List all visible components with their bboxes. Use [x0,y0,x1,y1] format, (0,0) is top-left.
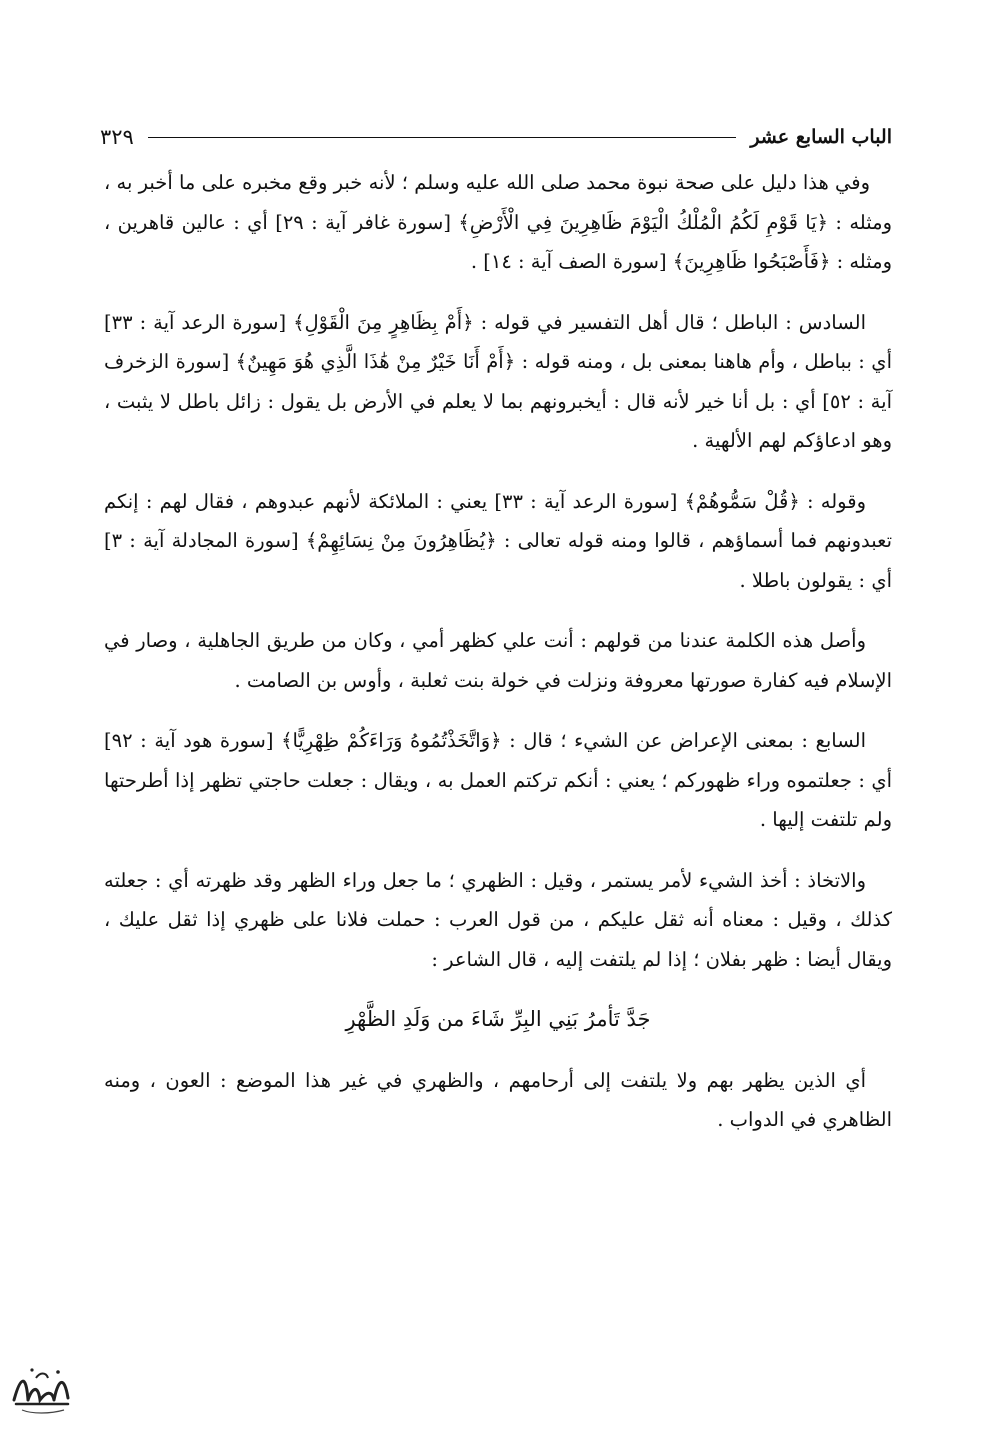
page-body [104,163,892,1161]
calligraphy-logo-icon [6,1360,76,1420]
poetry-verse: جَدَّ تَأمرُ بَنِي البِرِّ شَاءَ من وَلَدِ الظَّهْرِ [345,1007,651,1031]
header-rule [148,137,736,138]
chapter-title: الباب السابع عشر [750,126,892,148]
paragraph: أي الذين يظهر بهم ولا يلتفت إلى أرحامهم ، والظهري في غير هذا الموضع : العون ، ومنه الظاهري في الدواب . [104,1068,892,1131]
paragraph: السابع : بمعنى الإعراض عن الشيء ؛ قال : ﴿وَاتَّخَذْتُمُوهُ وَرَاءَكُمْ ظِهْرِيًّا﴾ [سورة هود آية : ٩٢] أي : جعلتموه وراء ظهوركم ؛ يعني : أنكم تركتم العمل به ، ويقال : جعلت حاجتي تظهر إذا أطرحتها ولم تلتفت إليها . [104,729,892,831]
paragraph: والاتخاذ : أخذ الشيء لأمر يستمر ، وقيل : الظهري ؛ ما جعل وراء الظهر وقد ظهرته أي : جعلته كذلك ، وقيل : معناه أنه ثقل عليكم ، من قول العرب : حملت فلانا على ظهري إذا ثقل عليك ، ويقال أيضا : ظهر بفلان ؛ إذا لم يلتفت إليه ، قال الشاعر : [104,868,892,971]
paragraph: السادس : الباطل ؛ قال أهل التفسير في قوله : ﴿أَمْ بِظَاهِرٍ مِنَ الْقَوْلِ﴾ [سورة الرعد آية : ٣٣] أي : بباطل ، وأم هاهنا بمعنى بل ، ومنه قوله : ﴿أَمْ أَنَا خَيْرٌ مِنْ هَٰذَا الَّذِي هُوَ مَهِينٌ﴾ [سورة الزخرف آية : ٥٢] أي : بل أنا خير لأنه قال : أيخبرونهم بما لا يعلم في الأرض بل يقول : زائل باطل لا يثبت ، وهو ادعاؤكم لهم الألهية . [104,310,892,452]
paragraph: وأصل هذه الكلمة عندنا من قولهم : أنت علي كظهر أمي ، وكان من طريق الجاهلية ، وصار في الإسلام فيه كفارة صورتها معروفة ونزلت في خولة بنت ثعلبة ، وأوس بن الصامت . [104,629,892,692]
paragraph: وقوله : ﴿قُلْ سَمُّوهُمْ﴾ [سورة الرعد آية : ٣٣] يعني : الملائكة لأنهم عبدوهم ، فقال لهم : إنكم تعبدونهم فما أسماؤهم ، قالوا ومنه قوله تعالى : ﴿يُظَاهِرُونَ مِنْ نِسَائِهِمْ﴾ [سورة المجادلة آية : ٣] أي : يقولون باطلا . [104,489,892,592]
page-number: ٣٢٩ [100,125,134,149]
calligraphy-logo-svg [6,1360,76,1420]
running-header [100,122,892,152]
paragraph: وفي هذا دليل على صحة نبوة محمد صلى الله عليه وسلم ؛ لأنه خبر وقع مخبره على ما أخبر به ، ومثله : ﴿يَا قَوْمِ لَكُمُ الْمُلْكُ الْيَوْمَ ظَاهِرِينَ فِي الْأَرْضِ﴾ [سورة غافر آية : ٢٩] أي : عالين قاهرين ، ومثله : ﴿فَأَصْبَحُوا ظَاهِرِينَ﴾ [سورة الصف آية : ١٤] . [104,171,893,273]
